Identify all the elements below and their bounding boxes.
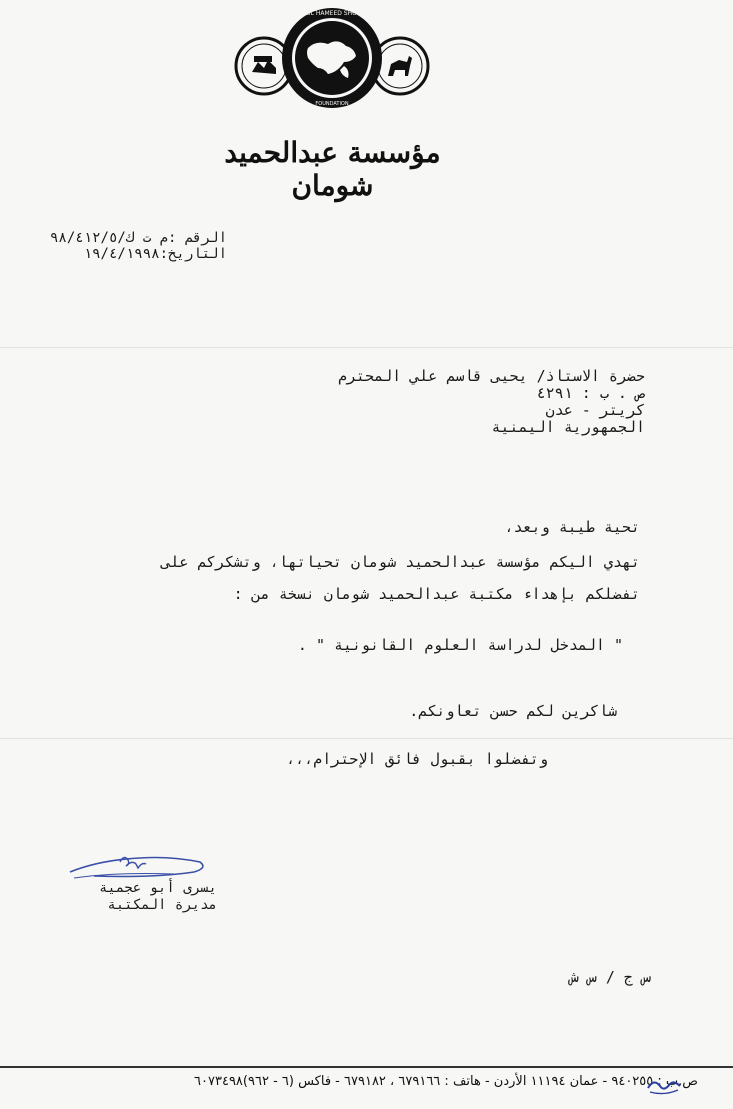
arab-world-map-seal-icon: [232, 6, 432, 116]
organization-name: مؤسسة عبدالحميد شومان: [224, 136, 441, 202]
signatory-name: يسرى أبو عجمية: [98, 880, 217, 896]
closing-line: وتفضلوا بقبول فائق الإحترام،،،: [286, 750, 548, 768]
footer-divider: [0, 1066, 733, 1068]
recipient-pobox: ص . ب : ٤٢٩١: [536, 384, 645, 402]
footer-contact: ص.ب : ٩٤٠٢٥٥ - عمان ١١١٩٤ الأردن - هاتف : ٦٧٩١٦٦ ، ٦٧٩١٨٢ - فاكس (٦ - ٩٦٢)٦٠٧٣٤٩٨: [194, 1074, 698, 1089]
signature-mark-icon: [646, 1074, 682, 1096]
thanks-line: شاكرين لكم حسن تعاونكم.: [409, 702, 617, 720]
fold-line: [0, 347, 733, 348]
fold-line: [0, 738, 733, 739]
greeting: تحية طيبة وبعد،: [504, 518, 640, 536]
book-title: " المدخل لدراسة العلوم القانونية " .: [297, 636, 623, 654]
recipient-address: [338, 368, 645, 436]
signatory-title: مديرة المكتبة: [107, 897, 217, 913]
svg-text:ABDUL HAMEED SHOMAN: ABDUL HAMEED SHOMAN: [293, 10, 371, 17]
svg-text:FOUNDATION: FOUNDATION: [315, 101, 349, 107]
recipient-city: كريتر - عدن: [545, 401, 645, 419]
body-line-2: تفضلكم بإهداء مكتبة عبدالحميد شومان نسخة من :: [233, 585, 640, 603]
reference-date: التاريخ:١٩/٤/١٩٩٨: [83, 246, 227, 262]
body-line-1: تهدي اليكم مؤسسة عبدالحميد شومان تحياتها، وتشكركم على: [161, 553, 640, 571]
recipient-name: حضرة الاستاذ/ يحيى قاسم علي المحترم: [337, 367, 645, 385]
typist-initials: س ج / س ش: [569, 968, 651, 986]
reference-block: [50, 230, 227, 262]
recipient-country: الجمهورية اليمنية: [491, 418, 645, 436]
signatory-block: [99, 880, 217, 914]
reference-number: الرقم :م ت ك/٩٨/٤١٢/٥: [49, 230, 227, 246]
